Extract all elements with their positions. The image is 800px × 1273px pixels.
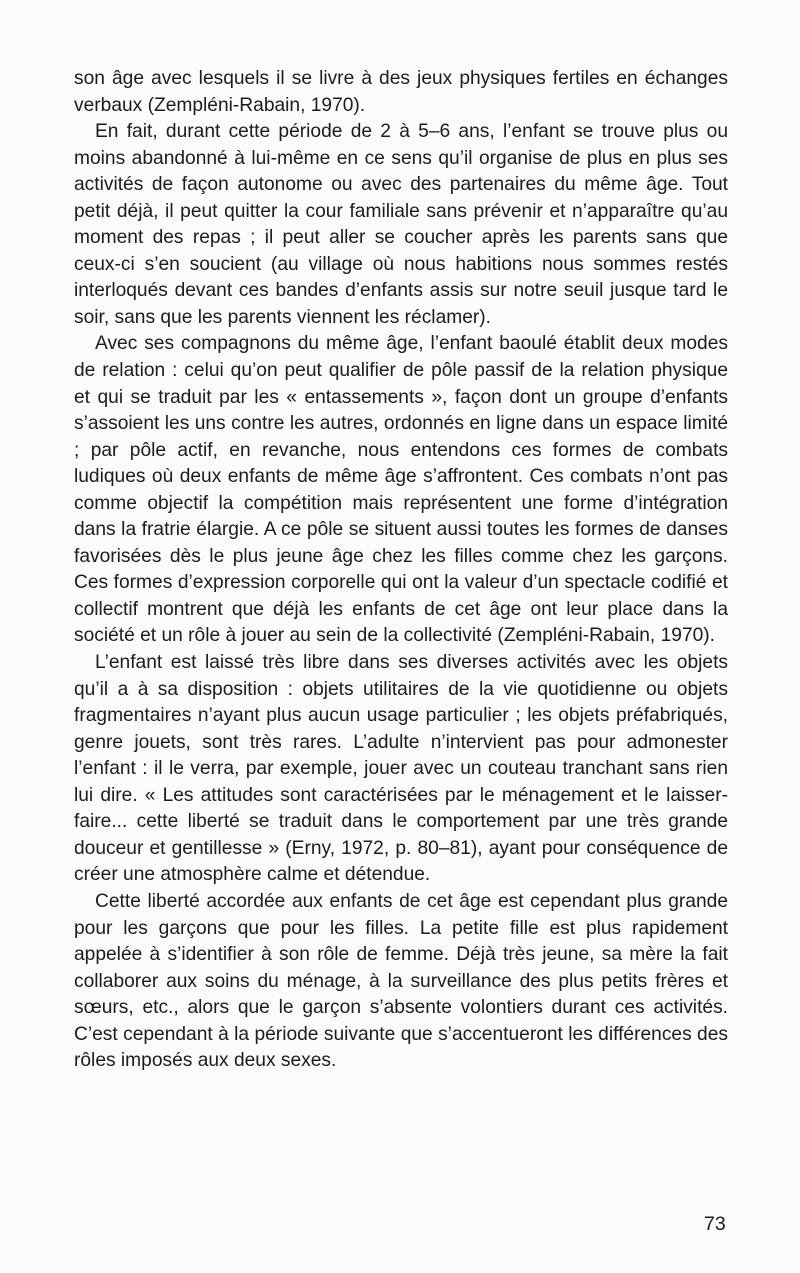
paragraph: L’enfant est laissé très libre dans ses diverses activités avec les objets qu’il a à sa disposition : objets utilitaires de la vie quotidienne ou objets fragmentaires n’ayant plus aucun usage particulier ; les objets préfabriqués, genre jouets, sont très rares. L’adulte n’intervient pas pour admonester l’enfant : il le verra, par exemple, jouer avec un couteau tranchant sans rien lui dire. « Les attitudes sont caractérisées par le ménagement et le laisser-faire... cette liberté se traduit dans le comportement par une très grande douceur et gentillesse » (Erny, 1972, p. 80–81), ayant pour conséquence de créer une atmosphère calme et détendue. <box>74 652 728 886</box>
paragraph: Avec ses compagnons du même âge, l’enfant baoulé établit deux modes de relation : celui qu’on peut qualifier de pôle passif de la relation physique et qui se traduit par les « entassements », façon dont un groupe d’enfants s’assoient les uns contre les autres, ordonnés en ligne dans un espace limité ; par pôle actif, en revanche, nous entendons ces formes de combats ludiques où deux enfants de même âge s’affrontent. Ces combats n’ont pas comme objectif la compétition mais représentent une forme d’intégration dans la fratrie élargie. A ce pôle se situent aussi toutes les formes de danses favorisées dès le plus jeune âge chez les filles comme chez les garçons. Ces formes d’expression corporelle qui ont la valeur d’un spectacle codifié et collectif montrent que déjà les enfants de cet âge ont leur place dans la société et un rôle à jouer au sein de la collectivité (Zempléni-Rabain, 1970). <box>74 333 728 647</box>
page-number: 73 <box>704 1213 726 1235</box>
paragraph: son âge avec lesquels il se livre à des jeux physiques fertiles en échanges verbaux (Zempléni-Rabain, 1970). <box>74 68 728 116</box>
body-text <box>74 66 728 1075</box>
paragraph: En fait, durant cette période de 2 à 5–6 ans, l’enfant se trouve plus ou moins abandonné à lui-même en ce sens qu’il organise de plus en plus ses activités de façon autonome ou avec des partenaires du même âge. Tout petit déjà, il peut quitter la cour familiale sans prévenir et n’apparaître qu’au moment des repas ; il peut aller se coucher après les parents sans que ceux-ci s’en soucient (au village où nous habitions nous sommes restés interloqués devant ces bandes d’enfants assis sur notre seuil jusque tard le soir, sans que les parents viennent les réclamer). <box>74 121 728 328</box>
paragraph: Cette liberté accordée aux enfants de cet âge est cependant plus grande pour les garçons que pour les filles. La petite fille est plus rapidement appelée à s’identifier à son rôle de femme. Déjà très jeune, sa mère la fait collaborer aux soins du ménage, à la surveillance des plus petits frères et sœurs, etc., alors que le garçon s’absente volontiers durant ces activités. C’est cependant à la période suivante que s’accentueront les différences des rôles imposés aux deux sexes. <box>74 890 728 1072</box>
